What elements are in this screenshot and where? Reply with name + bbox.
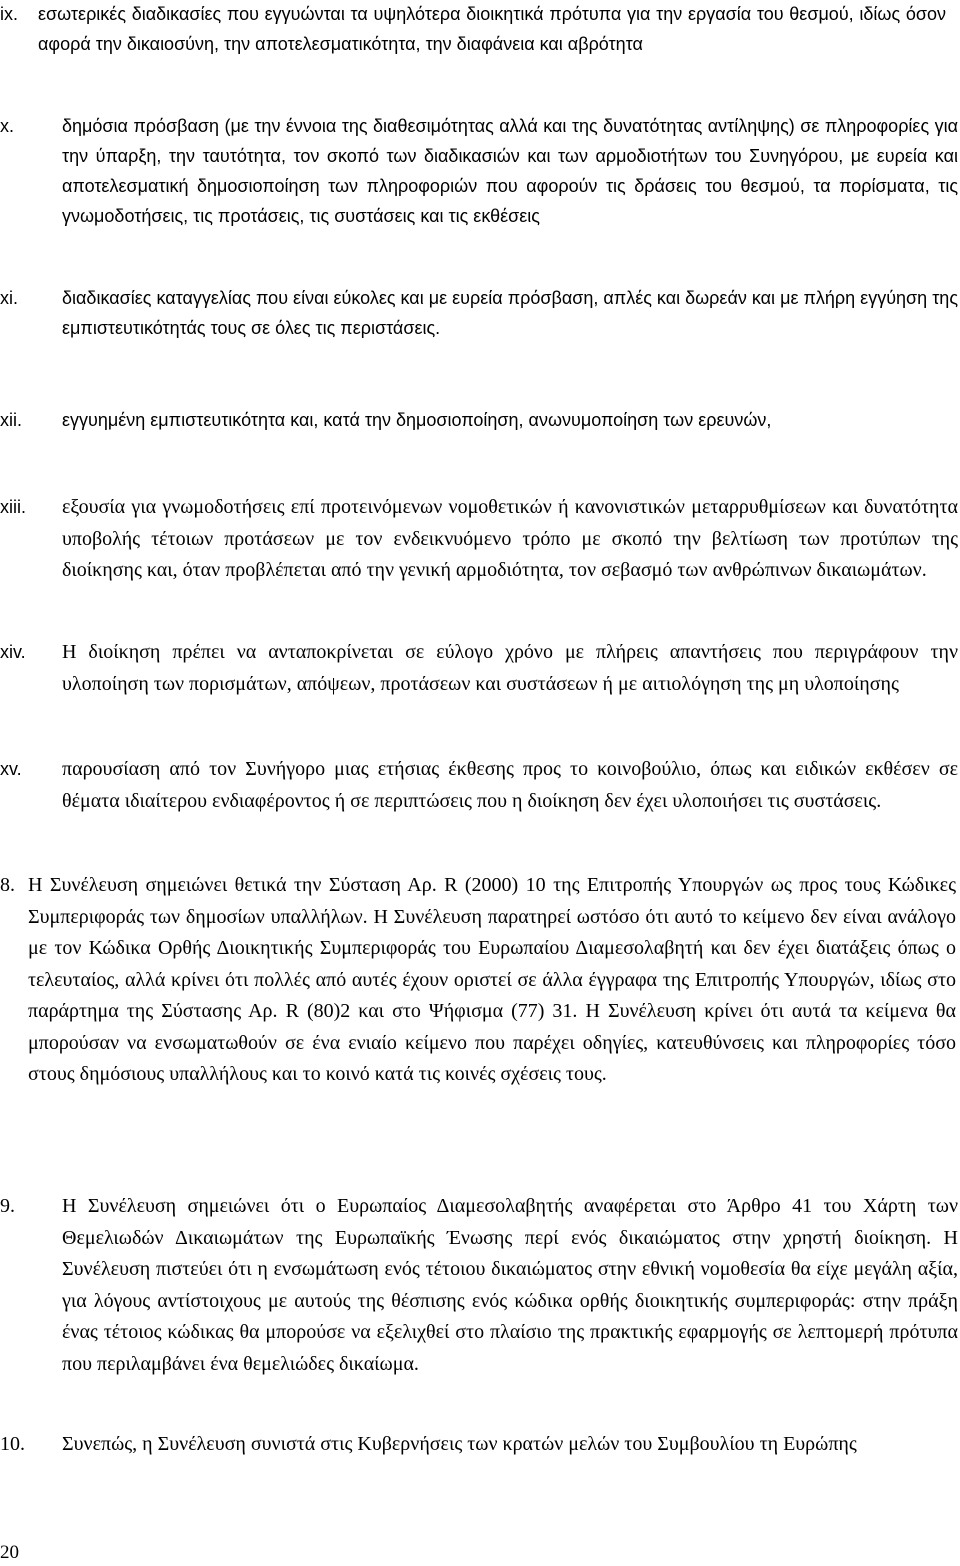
list-item-x [0, 111, 958, 231]
paragraph-text: Η Συνέλευση σημειώνει θετικά την Σύσταση Αρ. R (2000) 10 της Επιτροπής Υπουργών ως προς τους Κώδικες Συμπεριφοράς των δημοσίων υπαλλήλων. Η Συνέλευση παρατηρεί ωστόσο ότι αυτό το κείμενο δεν είναι ανάλογο με τον Κώδικα Ορθής Διοικητικής Συμπεριφοράς του Ευρωπαίου Διαμεσολαβητή και δεν έχει διατάξεις όπως ο τελευταίος, αλλά κρίνει ότι πολλές από αυτές έχουν οριστεί σε άλλα έγγραφα της Επιτροπής Υπουργών, ιδίως στο παράρτημα της Σύστασης Αρ. R (80)2 και στο Ψήφισμα (77) 31. Η Συνέλευση κρίνει ότι αυτά τα κείμενα θα μπορούσαν να ενσωματωθούν σε ένα ενιαίο κείμενο που παρέχει οδηγίες, κατευθύνσεις και πληροφορίες τόσο στους δημόσιους υπαλλήλους και το κοινό κατά τις κοινές σχέσεις τους. [28, 874, 956, 1085]
item-text: εγγυημένη εμπιστευτικότητα και, κατά την δημοσιοποίηση, ανωνυμοποίηση των ερευνών, [62, 410, 772, 430]
paragraph-10 [0, 1429, 958, 1461]
list-item-xii [0, 405, 958, 435]
item-text: Η διοίκηση πρέπει να ανταποκρίνεται σε εύλογο χρόνο με πλήρεις απαντήσεις που περιγράφουν την υλοποίηση των πορισμάτων, απόψεων, προτάσεων και συστάσεων ή με αιτιολόγηση της μη υλοποίησης [62, 641, 958, 695]
list-item-xiv [0, 637, 958, 700]
list-item-ix [0, 0, 946, 59]
item-text: παρουσίαση από τον Συνήγορο μιας ετήσιας έκθεσης προς το κοινοβούλιο, όπως και ειδικών εκθέσεν σε θέματα ιδιαίτερου ενδιαφέροντος ή σε περιπτώσεις που η διοίκηση δεν έχει υλοποιήσει τις συστάσεις. [62, 758, 958, 812]
paragraph-number: 9. [0, 1195, 15, 1217]
item-marker: xv. [0, 759, 22, 779]
item-marker: ix. [0, 4, 18, 24]
item-text: εξουσία για γνωμοδοτήσεις επί προτεινόμενων νομοθετικών ή κανονιστικών μεταρρυθμίσεων και δυνατότητα υποβολής τέτοιων προτάσεων με τον ενδεικνυόμενο τρόπο με σκοπό την βελτίωση των προτύπων της διοίκησης και, όταν προβλέπεται από την γενική αρμοδιότητα, τον σεβασμό των ανθρώπινων δικαιωμάτων. [62, 496, 958, 581]
item-text: εσωτερικές διαδικασίες που εγγυώνται τα υψηλότερα διοικητικά πρότυπα για την εργασία του θεσμού, ιδίως όσον αφορά την δικαιοσύνη, την αποτελεσματικότητα, την διαφάνεια και αβρότητα [38, 4, 946, 54]
paragraph-number: 10. [0, 1433, 25, 1455]
paragraph-9 [0, 1191, 958, 1380]
list-item-xi [0, 283, 958, 343]
item-marker: xi. [0, 288, 18, 308]
list-item-xiii [0, 492, 958, 587]
paragraph-8 [0, 870, 956, 1091]
item-marker: xii. [0, 410, 22, 430]
item-marker: x. [0, 116, 15, 136]
item-marker: xiii. [0, 497, 26, 517]
paragraph-text: Συνεπώς, η Συνέλευση συνιστά στις Κυβερνήσεις των κρατών μελών του Συμβουλίου τη Ευρώπης [62, 1433, 857, 1455]
list-item-xv [0, 754, 958, 817]
item-text: δημόσια πρόσβαση (με την έννοια της διαθεσιμότητας αλλά και της δυνατότητας αντίληψης) σε πληροφορίες για την ύπαρξη, την ταυτότητα, τον σκοπό των διαδικασιών και των αρμοδιοτήτων του Συνηγόρου, με ευρεία και αποτελεσματική δημοσιοποίηση των πληροφοριών που αφορούν τις δράσεις του θεσμού, τα πορίσματα, τις γνωμοδοτήσεις, τις προτάσεις, τις συστάσεις και τις εκθέσεις [62, 116, 958, 226]
paragraph-number: 8. [0, 874, 15, 896]
page-number: 20 [0, 1542, 19, 1563]
item-marker: xiv. [0, 642, 26, 662]
item-text: διαδικασίες καταγγελίας που είναι εύκολες και με ευρεία πρόσβαση, απλές και δωρεάν και με πλήρη εγγύηση της εμπιστευτικότητάς τους σε όλες τις περιστάσεις. [62, 288, 958, 338]
paragraph-text: Η Συνέλευση σημειώνει ότι ο Ευρωπαίος Διαμεσολαβητής αναφέρεται στο Άρθρο 41 του Χάρτη των Θεμελιωδών Δικαιωμάτων της Ευρωπαϊκής Ένωσης περί ενός δικαιώματος στην χρηστή διοίκηση. Η Συνέλευση πιστεύει ότι η ενσωμάτωση ενός τέτοιου δικαιώματος στην εθνική νομοθεσία θα είχε μεγάλη αξία, για λόγους αντίστοιχους με αυτούς της θέσπισης ενός κώδικα ορθής διοικητικής συμπεριφοράς: στην πράξη ένας τέτοιος κώδικας θα μπορούσε να εξελιχθεί στο πλαίσιο της πρακτικής εφαρμογής σε λεπτομερή πρότυπα που περιλαμβάνει ένα θεμελιώδες δικαίωμα. [62, 1195, 958, 1375]
